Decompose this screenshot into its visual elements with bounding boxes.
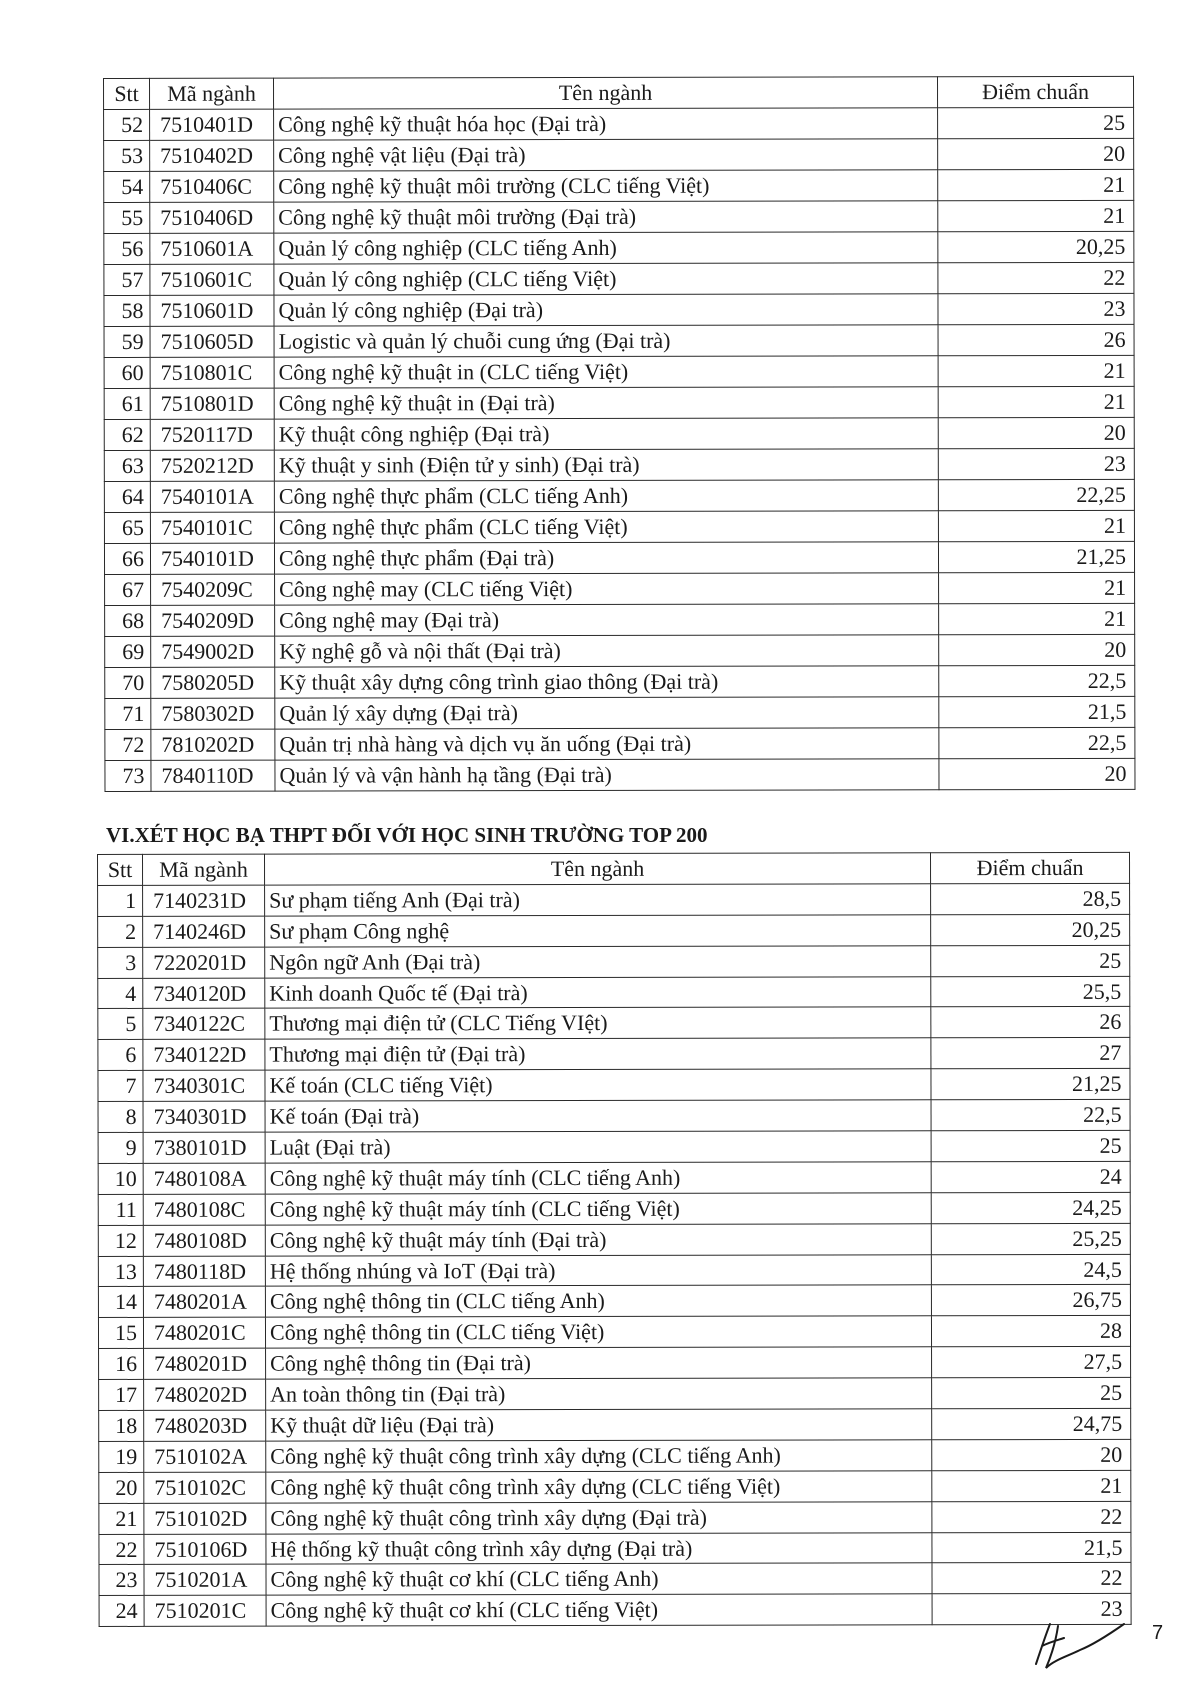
row-stt: 15 [98,1318,143,1349]
row-stt: 7 [98,1071,143,1102]
table-row [104,107,1134,140]
header-code: Mã ngành [150,78,274,109]
row-major-name: Công nghệ kỹ thuật môi trường (CLC tiếng Việt) [274,170,938,202]
row-stt: 64 [104,481,150,512]
row-stt: 68 [105,605,151,636]
row-score: 21,25 [938,541,1134,572]
table-row [98,1223,1130,1256]
row-score: 22 [932,1501,1131,1532]
row-stt: 8 [98,1102,143,1133]
table-body [98,883,1132,1627]
row-score: 21 [939,603,1135,634]
table-row [105,603,1135,636]
table-row [98,883,1130,916]
table-row [99,1501,1131,1534]
table-row [98,1192,1130,1225]
row-major-name: Công nghệ kỹ thuật máy tính (CLC tiếng Anh) [265,1162,931,1194]
row-stt: 5 [98,1009,143,1040]
row-score: 21 [938,386,1134,417]
row-score: 27,5 [932,1347,1131,1378]
row-major-name: Kỹ thuật y sinh (Điện tử y sinh) (Đại trà) [274,449,938,481]
row-code: 7480203D [144,1410,266,1441]
row-stt: 2 [98,916,143,947]
row-major-name: Công nghệ may (CLC tiếng Việt) [275,573,939,605]
row-score: 25 [938,107,1134,138]
row-major-name: Công nghệ may (Đại trà) [275,604,939,636]
row-code: 7549002D [151,636,275,667]
table-row [99,1563,1131,1596]
row-code: 7480201A [143,1287,265,1318]
row-score: 20 [939,758,1135,789]
row-score: 23 [938,293,1134,324]
table-row [98,1130,1130,1163]
row-code: 7480108D [143,1225,265,1256]
row-score: 21 [938,355,1134,386]
row-code: 7580205D [151,667,275,698]
row-major-name: Sư phạm tiếng Anh (Đại trà) [265,884,931,916]
row-major-name: Công nghệ thông tin (CLC tiếng Việt) [265,1316,931,1348]
row-score: 25,5 [931,976,1130,1007]
row-stt: 22 [99,1534,144,1565]
row-code: 7510102A [144,1441,266,1472]
header-name: Tên ngành [274,77,938,109]
row-stt: 17 [99,1380,144,1411]
row-code: 7840110D [151,760,275,791]
row-score: 20,25 [931,914,1130,945]
row-major-name: Công nghệ kỹ thuật in (Đại trà) [274,387,938,419]
row-score: 25,25 [931,1223,1130,1254]
row-score: 22 [938,262,1134,293]
row-score: 24,25 [931,1192,1130,1223]
header-stt: Stt [104,78,150,109]
table-row [105,758,1135,791]
row-major-name: Công nghệ vật liệu (Đại trà) [274,139,938,171]
table-row [104,169,1134,202]
row-code: 7510201A [144,1565,266,1596]
row-major-name: Công nghệ thực phẩm (CLC tiếng Việt) [274,511,938,543]
row-code: 7480201C [143,1318,265,1349]
row-stt: 72 [105,729,151,760]
row-stt: 63 [104,450,150,481]
table-row [104,293,1134,326]
header-name: Tên ngành [265,853,931,885]
table-header-row [98,852,1130,885]
header-code: Mã ngành [143,854,265,885]
row-stt: 67 [105,574,151,605]
row-stt: 12 [98,1225,143,1256]
row-code: 7340301C [143,1070,265,1101]
row-code: 7580302D [151,698,275,729]
row-stt: 65 [104,512,150,543]
row-score: 21 [938,510,1134,541]
row-stt: 11 [98,1194,143,1225]
row-major-name: Công nghệ kỹ thuật máy tính (Đại trà) [265,1223,931,1255]
row-code: 7540101A [150,481,274,512]
row-major-name: Kế toán (Đại trà) [265,1100,931,1132]
row-code: 7510601D [150,295,274,326]
table-row [99,1408,1131,1441]
row-major-name: Công nghệ thực phẩm (Đại trà) [274,542,938,574]
row-code: 7510102D [144,1503,266,1534]
row-stt: 56 [104,233,150,264]
admission-score-table-continued [103,76,1135,792]
row-major-name: An toàn thông tin (Đại trà) [266,1378,932,1410]
table-row [104,262,1134,295]
row-stt: 55 [104,202,150,233]
row-major-name: Kỹ nghệ gỗ và nội thất (Đại trà) [275,635,939,667]
row-major-name: Thương mại điện tử (Đại trà) [265,1038,931,1070]
row-code: 7510801C [150,357,274,388]
row-score: 21,25 [931,1069,1130,1100]
row-code: 7510801D [150,388,274,419]
row-stt: 18 [99,1410,144,1441]
row-stt: 3 [98,947,143,978]
row-score: 20 [939,634,1135,665]
row-score: 22,5 [939,727,1135,758]
row-major-name: Kỹ thuật xây dựng công trình giao thông (Đại trà) [275,666,939,698]
row-major-name: Quản lý công nghiệp (Đại trà) [274,294,938,326]
table-row [105,634,1135,667]
row-code: 7220201D [143,947,265,978]
row-major-name: Luật (Đại trà) [265,1131,931,1163]
row-code: 7510201C [144,1596,266,1627]
row-code: 7480118D [143,1256,265,1287]
row-major-name: Công nghệ thông tin (CLC tiếng Anh) [265,1285,931,1317]
row-major-name: Quản lý công nghiệp (CLC tiếng Việt) [274,263,938,295]
row-code: 7810202D [151,729,275,760]
row-score: 21,5 [932,1532,1131,1563]
row-stt: 66 [104,543,150,574]
row-code: 7510402D [150,140,274,171]
row-major-name: Quản trị nhà hàng và dịch vụ ăn uống (Đại trà) [275,728,939,760]
row-stt: 57 [104,264,150,295]
table-row [104,510,1134,543]
row-code: 7480108C [143,1194,265,1225]
row-code: 7140231D [143,885,265,916]
row-stt: 59 [104,326,150,357]
row-score: 25 [931,945,1130,976]
row-stt: 69 [105,636,151,667]
row-score: 28 [931,1316,1130,1347]
table-row [104,355,1134,388]
header-score: Điểm chuẩn [930,852,1129,883]
row-score: 20 [932,1439,1131,1470]
row-score: 25 [932,1377,1131,1408]
table-row [98,1161,1130,1194]
table-row [104,386,1134,419]
row-major-name: Công nghệ kỹ thuật cơ khí (CLC tiếng Anh) [266,1563,932,1595]
table-row [99,1347,1131,1380]
row-major-name: Kinh doanh Quốc tế (Đại trà) [265,976,931,1008]
table-row [104,448,1134,481]
row-stt: 61 [104,388,150,419]
row-score: 26 [938,324,1134,355]
row-major-name: Hệ thống nhúng và IoT (Đại trà) [265,1254,931,1286]
row-score: 24 [931,1161,1130,1192]
row-stt: 52 [104,109,150,140]
row-code: 7510401D [150,109,274,140]
table-row [104,231,1134,264]
row-stt: 62 [104,419,150,450]
row-major-name: Quản lý công nghiệp (CLC tiếng Anh) [274,232,938,264]
table-row [105,665,1135,698]
row-stt: 13 [98,1256,143,1287]
row-major-name: Công nghệ thông tin (Đại trà) [266,1347,932,1379]
row-major-name: Quản lý và vận hành hạ tầng (Đại trà) [275,759,939,791]
row-stt: 70 [105,667,151,698]
row-stt: 54 [104,171,150,202]
section-title: VI.XÉT HỌC BẠ THPT ĐỐI VỚI HỌC SINH TRƯỜNG TOP 200 [106,823,708,847]
row-major-name: Công nghệ kỹ thuật cơ khí (CLC tiếng Việt) [266,1594,932,1626]
row-code: 7540209D [151,605,275,636]
row-code: 7510601A [150,233,274,264]
row-code: 7340122D [143,1039,265,1070]
row-code: 7510102C [144,1472,266,1503]
row-score: 21 [939,572,1135,603]
table-row [99,1439,1131,1472]
row-major-name: Công nghệ kỹ thuật in (CLC tiếng Việt) [274,356,938,388]
row-major-name: Công nghệ kỹ thuật máy tính (CLC tiếng Việt) [265,1193,931,1225]
row-code: 7340301D [143,1101,265,1132]
row-stt: 1 [98,885,143,916]
row-code: 7480201D [144,1348,266,1379]
row-stt: 23 [99,1565,144,1596]
header-stt: Stt [98,854,143,885]
table-row [98,1069,1130,1102]
row-major-name: Kỹ thuật công nghiệp (Đại trà) [274,418,938,450]
row-score: 21 [932,1470,1131,1501]
table-row [104,200,1134,233]
table-row [98,945,1130,978]
row-score: 21,5 [939,696,1135,727]
table-row [98,1038,1130,1071]
row-score: 25 [931,1130,1130,1161]
row-score: 26 [931,1007,1130,1038]
row-stt: 16 [99,1349,144,1380]
row-score: 22,25 [938,479,1134,510]
header-score: Điểm chuẩn [937,76,1133,107]
row-code: 7510605D [150,326,274,357]
row-score: 23 [938,448,1134,479]
row-code: 7510406C [150,171,274,202]
row-code: 7510406D [150,202,274,233]
row-score: 20 [938,417,1134,448]
row-major-name: Công nghệ kỹ thuật công trình xây dựng (Đại trà) [266,1501,932,1533]
table-row [98,976,1130,1009]
table-row [104,138,1134,171]
row-code: 7520117D [150,419,274,450]
row-score: 21 [938,169,1134,200]
table-row [98,1007,1130,1040]
table-body [104,107,1135,791]
row-score: 22,5 [939,665,1135,696]
row-code: 7520212D [150,450,274,481]
row-major-name: Kế toán (CLC tiếng Việt) [265,1069,931,1101]
top200-score-table [97,852,1132,1627]
row-score: 24,75 [932,1408,1131,1439]
row-code: 7380101D [143,1132,265,1163]
row-major-name: Kỹ thuật dữ liệu (Đại trà) [266,1409,932,1441]
row-major-name: Logistic và quản lý chuỗi cung ứng (Đại trà) [274,325,938,357]
row-code: 7540209C [151,574,275,605]
page-number: 7 [1152,1622,1164,1644]
table-row [104,479,1134,512]
row-score: 28,5 [931,883,1130,914]
row-score: 26,75 [931,1285,1130,1316]
table-row [105,572,1135,605]
row-code: 7480202D [144,1379,266,1410]
table-row [104,417,1134,450]
row-score: 23 [932,1594,1131,1625]
table-row [104,541,1134,574]
row-code: 7510601C [150,264,274,295]
row-score: 21 [938,200,1134,231]
table-row [105,727,1135,760]
row-stt: 10 [98,1163,143,1194]
row-stt: 20 [99,1472,144,1503]
row-stt: 19 [99,1441,144,1472]
table-row [99,1532,1131,1565]
row-score: 27 [931,1038,1130,1069]
row-code: 7140246D [143,916,265,947]
row-code: 7340122C [143,1009,265,1040]
table-row [99,1594,1131,1627]
row-stt: 9 [98,1132,143,1163]
row-stt: 71 [105,698,151,729]
row-major-name: Ngôn ngữ Anh (Đại trà) [265,945,931,977]
row-major-name: Công nghệ kỹ thuật hóa học (Đại trà) [274,108,938,140]
row-code: 7480108A [143,1163,265,1194]
row-score: 20 [938,138,1134,169]
table-row [98,1254,1130,1287]
row-major-name: Quản lý xây dựng (Đại trà) [275,697,939,729]
row-code: 7540101D [150,543,274,574]
row-major-name: Công nghệ thực phẩm (CLC tiếng Anh) [274,480,938,512]
row-major-name: Công nghệ kỹ thuật môi trường (Đại trà) [274,201,938,233]
row-stt: 6 [98,1040,143,1071]
row-stt: 53 [104,140,150,171]
row-stt: 24 [99,1596,144,1627]
row-major-name: Hệ thống kỹ thuật công trình xây dựng (Đại trà) [266,1532,932,1564]
table-header-row [104,76,1134,109]
table-row [98,914,1130,947]
row-code: 7340120D [143,978,265,1009]
row-major-name: Công nghệ kỹ thuật công trình xây dựng (CLC tiếng Việt) [266,1471,932,1503]
table-row [99,1470,1131,1503]
table-row [99,1377,1131,1410]
row-code: 7510106D [144,1534,266,1565]
row-score: 22 [932,1563,1131,1594]
row-stt: 4 [98,978,143,1009]
row-stt: 73 [105,760,151,791]
row-stt: 58 [104,295,150,326]
row-code: 7540101C [150,512,274,543]
row-stt: 21 [99,1503,144,1534]
table-row [105,696,1135,729]
table-row [98,1285,1130,1318]
signature-mark [1028,1616,1143,1676]
row-score: 24,5 [931,1254,1130,1285]
row-stt: 60 [104,357,150,388]
table-row [104,324,1134,357]
row-major-name: Sư phạm Công nghệ [265,915,931,947]
row-major-name: Thương mại điện tử (CLC Tiếng VIệt) [265,1007,931,1039]
table-row [98,1099,1130,1132]
row-stt: 14 [98,1287,143,1318]
row-score: 20,25 [938,231,1134,262]
table-row [98,1316,1130,1349]
row-major-name: Công nghệ kỹ thuật công trình xây dựng (CLC tiếng Anh) [266,1440,932,1472]
row-score: 22,5 [931,1099,1130,1130]
